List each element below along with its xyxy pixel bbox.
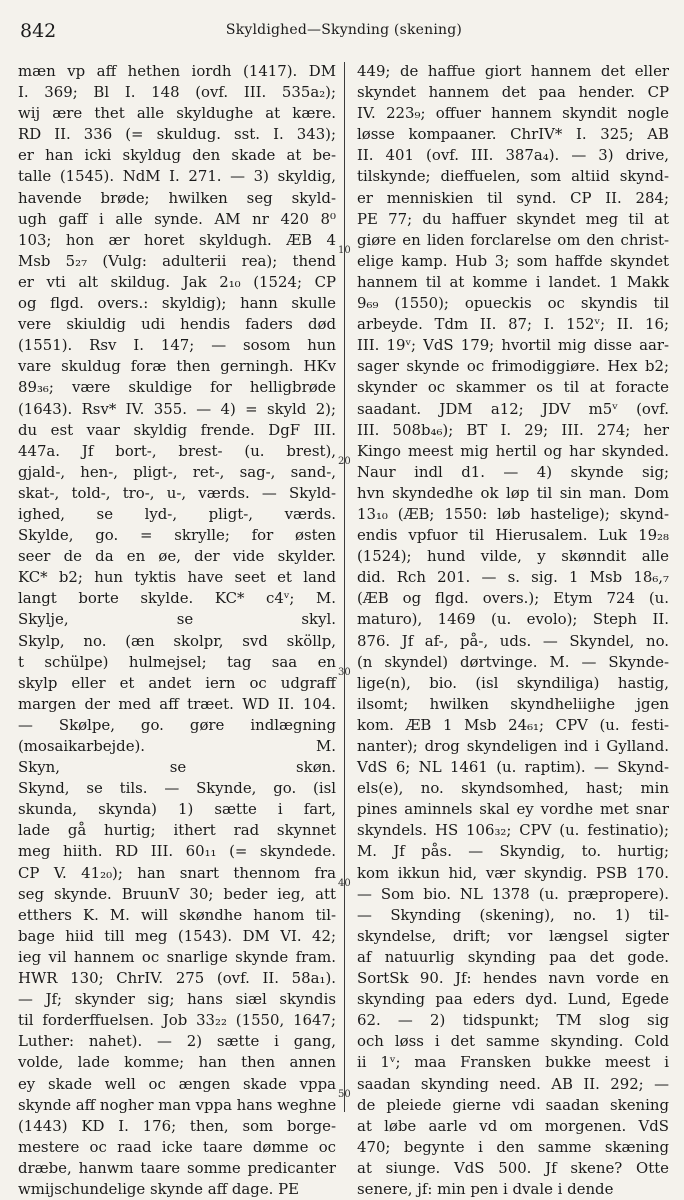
text-line: etthers K. M. will skøndhe hanom til- [18,905,336,924]
text-line: 470; begynte i den samme skæning [357,1137,669,1156]
text-line: III. 508b₄₆); BT I. 29; III. 274; her [357,420,669,439]
text-line: ilsomt; hwilken skyndheliighe jgen [357,694,669,713]
text-line: talle (1545). NdM I. 271. — 3) skyldig, [18,167,336,186]
text-line: SortSk 90. Jf: hendes navn vorde en [357,969,669,988]
text-line: skynder oc skammer os til at foracte [357,378,669,397]
text-line: gjald-, hen-, pligt-, ret-, sag-, sand-, [18,462,336,481]
text-line: ighed, se lyd-, pligt-, værds. [18,504,336,523]
right-column [357,61,669,1198]
text-line: (1524); hund vilde, y skønndit alle [357,547,669,566]
text-line: IV. 223₉; offuer hannem skyndit nogle [357,104,669,123]
text-line: hannem til at komme i landet. 1 Makk [357,272,669,291]
text-line: senere, jf: min pen i dvale i dende [357,1179,614,1198]
text-line: (n skyndel) dørtvinge. M. — Skynde- [357,652,669,671]
text-line: de pleiede gierne vdi saadan skening [357,1095,669,1114]
text-line: (ÆB og flgd. overs.); Etym 724 (u. [357,589,669,608]
text-line: KC* b2; hun tyktis have seet et land [18,568,336,587]
line-number-30: 30 [338,667,351,678]
text-line: Skyn, se skøn. [18,758,336,777]
text-line: vere skiuldig udi hendis faders død [18,315,336,334]
text-line: Luther: nahet). — 2) sætte i gang, [18,1032,336,1051]
text-line: elige kamp. Hub 3; som haffde skyndet [357,251,669,270]
text-line: lige(n), bio. (isl skyndiliga) hastig, [357,673,669,692]
text-line: pines aminnels skal ey vordhe met snar [357,800,669,819]
text-line: VdS 6; NL 1461 (u. raptim). — Skynd- [357,758,669,777]
text-line: (mosaikarbejde). M. [18,737,336,755]
text-line: tilskynde; dieffuelen, som altiid skynd- [357,167,669,186]
page-header [20,20,668,46]
text-line: og flgd. overs.: skyldig); hann skulle [18,294,336,313]
text-line: skylp eller et andet iern oc udgraff [18,673,336,692]
text-line: Skylde, go. = skrylle; for østen [18,526,336,545]
text-line: och løss i det samme skynding. Cold [357,1032,669,1051]
text-line: mestere oc raad icke taare dømme oc [18,1137,336,1156]
text-line: skat-, told-, tro-, u-, værds. — Skyld- [18,483,336,502]
text-line: saadant. JDM a12; JDV m5ᵛ (ovf. [357,399,669,418]
text-line: skynding paa eders dyd. Lund, Egede [357,990,669,1009]
text-line: I. 369; Bl I. 148 (ovf. III. 535a₂); [18,83,336,102]
text-line: Naur indl d1. — 4) skynde sig; [357,462,669,481]
text-line: ugh gaff i alle synde. AM nr 420 8⁰ [18,209,336,228]
text-line: Msb 5₂₇ (Vulg: adulterii rea); thend [18,251,336,270]
text-line: skyndet hannem det paa hender. CP [357,83,669,102]
text-line: 103; hon ær horet skyldugh. ÆB 4 [18,230,336,249]
text-line: mæn vp aff hethen iordh (1417). DM [18,62,336,80]
text-line: III. 19ᵛ; VdS 179; hvortil mig disse aar- [357,336,669,355]
text-line: (1643). Rsv* IV. 355. — 4) = skyld 2); [18,399,336,418]
text-line: nanter); drog skyndeligen ind i Gylland. [357,737,669,755]
text-line: seg skynde. BruunV 30; beder ieg, att [18,884,336,903]
text-line: vare skuldug foræ then gerningh. HKv [18,357,336,376]
text-line: arbeyde. Tdm II. 87; I. 152ᵛ; II. 16; [357,315,669,334]
text-line: 89₃₆; være skuldige for helligbrøde [18,378,336,397]
running-title: Skyldighed—Skynding (skening) [225,22,463,38]
text-line: giøre en liden forclarelse om den christ- [357,230,669,249]
text-line: ieg vil hannem oc snarlige skynde fram. [18,947,336,966]
text-line: volde, lade komme; han then annen [18,1053,336,1072]
text-line: — Skølpe, go. gøre indlægning [18,715,336,734]
text-line: (1443) KD I. 176; then, som borge- [18,1116,336,1135]
text-line: af natuurlig skynding paa det gode. [357,947,669,966]
text-line: 62. — 2) tidspunkt; TM slog sig [357,1011,669,1030]
line-number-10: 10 [338,245,351,256]
text-line: kom. ÆB 1 Msb 24₆₁; CPV (u. festi- [357,715,669,734]
text-line: 447a. Jf bort-, brest- (u. brest), [18,441,336,460]
text-line: — Jf; skynder sig; hans siæl skyndis [18,990,336,1009]
line-number-40: 40 [338,878,351,889]
text-line: endis vpfuor til Hierusalem. Luk 19₂₈ [357,526,669,545]
text-line: HWR 130; ChrIV. 275 (ovf. II. 58a₁). [18,969,336,988]
text-line: 9₆₉ (1550); opueckis oc skyndis til [357,294,669,313]
text-line: Skynd, se tils. — Skynde, go. (isl [18,779,336,798]
text-line: er han icki skyldug den skade at be- [18,146,336,165]
text-line: skyndels. HS 106₃₂; CPV (u. festinatio); [357,821,669,840]
text-line: er vti alt skildug. Jak 2₁₀ (1524; CP [18,272,336,291]
text-line: — Som bio. NL 1378 (u. præpropere). [357,884,669,903]
text-line: at løbe aarle vd om morgenen. VdS [357,1116,669,1135]
text-line: M. Jf pås. — Skyndig, to. hurtig; [357,842,669,861]
line-number-50: 50 [338,1089,351,1100]
text-line: margen der med aff træet. WD II. 104. [18,694,336,713]
text-line: kom ikkun hid, vær skyndig. PSB 170. [357,863,669,882]
text-line: lade gå hurtig; ithert rad skynnet [18,821,336,840]
text-line: løsse kompaaner. ChrIV* I. 325; AB [357,125,669,144]
text-line: 13₁₀ (ÆB; 1550: løb hastelige); skynd- [357,504,669,523]
text-line: havende brøde; hwilken seg skyld- [18,188,336,207]
page-number: 842 [20,20,57,42]
text-line: Kingo meest mig hertil og har skynded. [357,441,669,460]
text-line: skynde aff nogher man vppa hans weghne [18,1095,337,1114]
text-line: II. 401 (ovf. III. 387a₄). — 3) drive, [357,146,669,165]
text-line: wmijschundelige skynde aff dage. PE [18,1179,299,1198]
text-line: wij ære thet alle skyldughe at kære. [18,104,336,123]
text-line: 449; de haffue giort hannem det eller [357,62,669,80]
text-line: ii 1ᵛ; maa Fransken bukke meest i [357,1053,669,1072]
text-line: langt borte skylde. KC* c4ᵛ; M. [18,589,336,608]
text-line: — Skynding (skening), no. 1) til- [357,905,669,924]
text-line: CP V. 41₂₀); han snart thennom fra [18,863,336,882]
text-line: bage hiid till meg (1543). DM VI. 42; [18,926,336,945]
text-line: til forderffuelsen. Job 33₂₂ (1550, 1647; [18,1011,336,1030]
text-line: els(e), no. skyndsomhed, hast; min [357,779,669,798]
text-line: (1551). Rsv I. 147; — sosom hun [18,336,336,355]
text-line: Skylje, se skyl. [18,610,336,629]
text-line: PE 77; du haffuer skyndet meg til at [357,209,669,228]
text-line: dræbe, hanwm taare somme predicanter [18,1158,336,1177]
text-line: seer de da en øe, der vide skylder. [18,547,336,566]
text-line: did. Rch 201. — s. sig. 1 Msb 18₆,₇ [357,568,669,587]
text-line: at siunge. VdS 500. Jf skene? Otte [357,1158,669,1177]
line-number-20: 20 [338,456,351,467]
text-line: t schülpe) hulmejsel; tag saa en [18,652,336,671]
text-line: sager skynde oc frimodiggiøre. Hex b2; [357,357,669,376]
text-line: maturo), 1469 (u. evolo); Steph II. [357,610,669,629]
text-line: ey skade well oc ængen skade vppa [18,1074,336,1093]
text-line: Skylp, no. (æn skolpr, svd sköllp, [18,631,336,650]
text-line: saadan skynding need. AB II. 292; — [357,1074,669,1093]
text-line: hvn skyndedhe ok løp til sin man. Dom [357,483,669,502]
left-column [18,61,337,1198]
text-line: du est vaar skyldig frende. DgF III. [18,420,336,439]
text-line: skyndelse, drift; vor længsel sigter [357,926,669,945]
text-line: RD II. 336 (= skuldug. sst. I. 343); [18,125,336,144]
column-divider [344,62,345,1112]
text-line: 876. Jf af-, på-, uds. — Skyndel, no. [357,631,669,650]
text-line: meg hiith. RD III. 60₁₁ (= skyndede. [18,842,336,861]
text-line: er menniskien til synd. CP II. 284; [357,188,669,207]
text-line: skunda, skynda) 1) sætte i fart, [18,800,336,819]
